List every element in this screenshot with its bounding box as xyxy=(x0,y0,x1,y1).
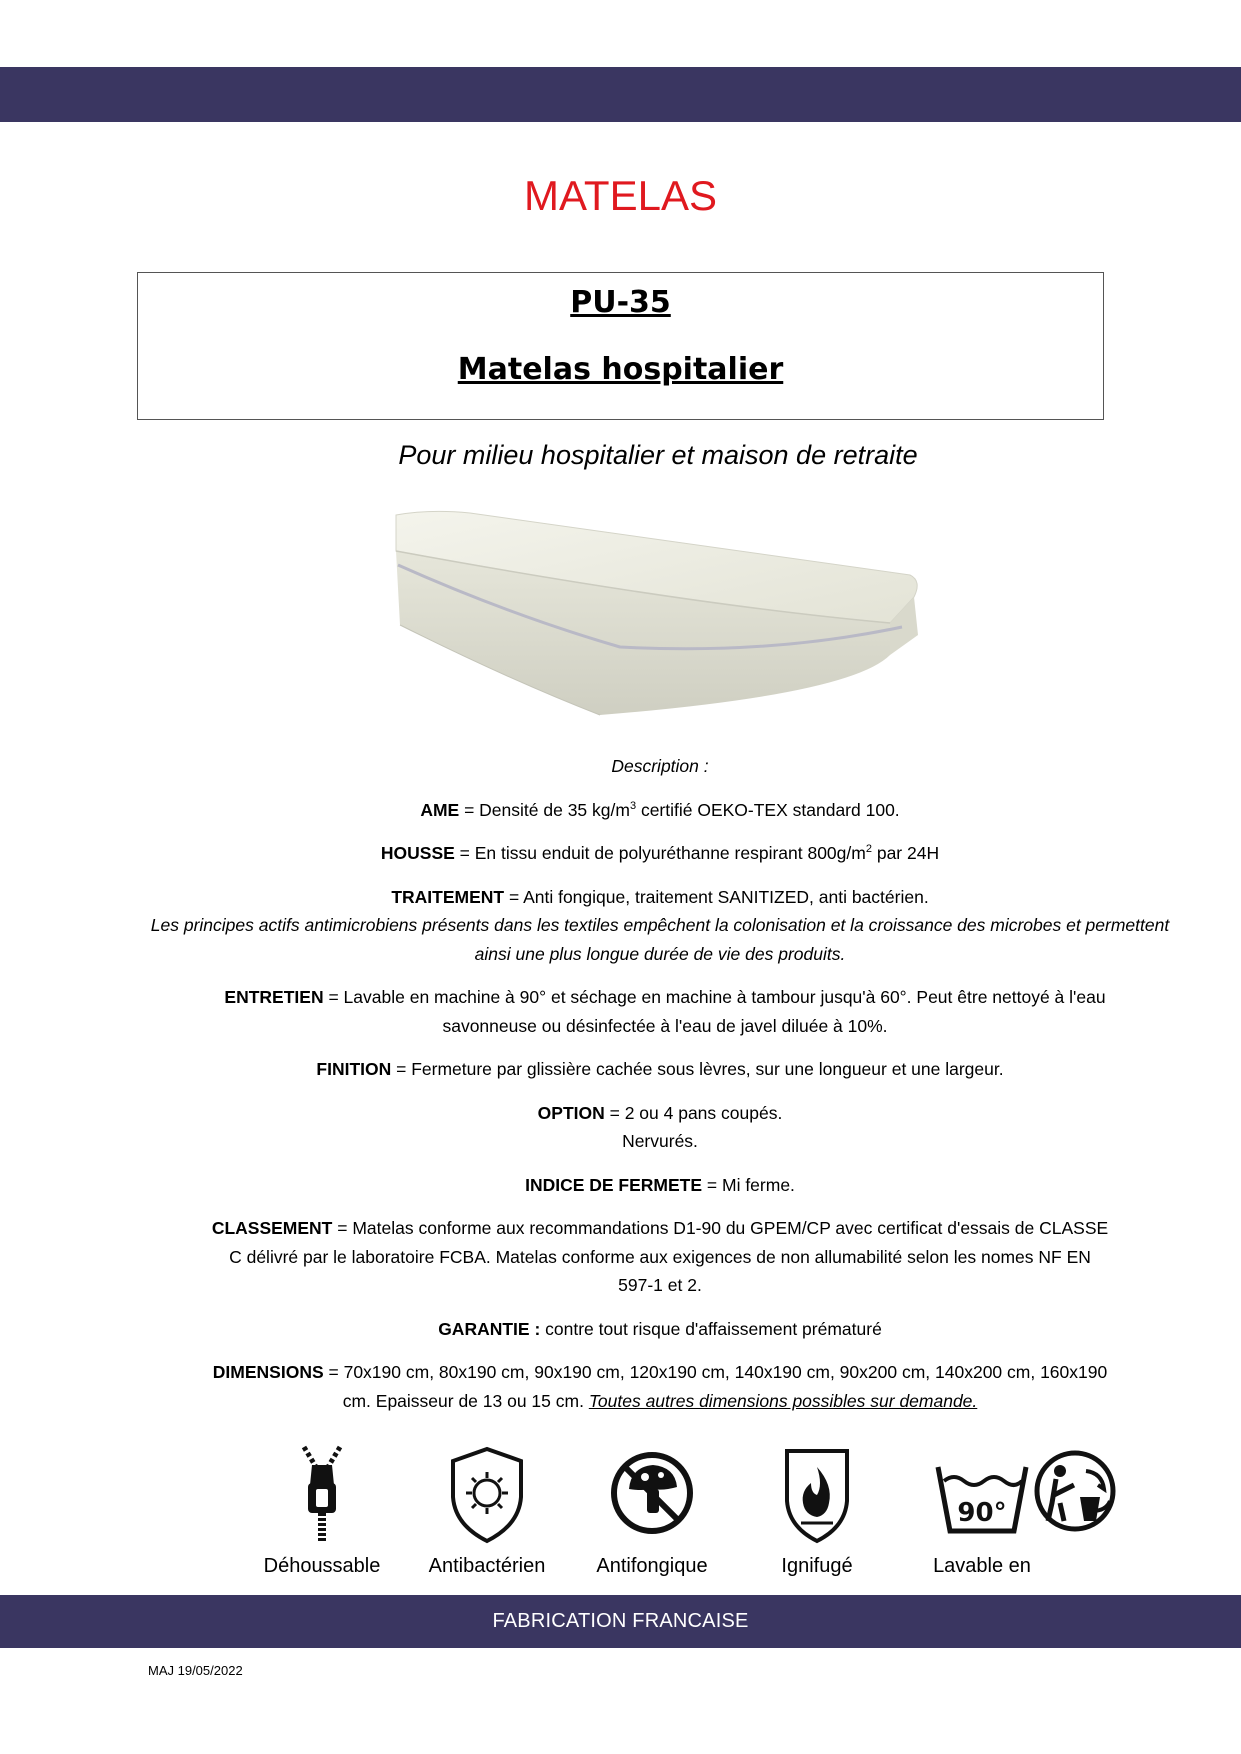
feature-antifongique xyxy=(567,1445,737,1585)
entretien-line xyxy=(140,983,1180,1040)
traitement-line xyxy=(140,883,1180,912)
update-date: MAJ 19/05/2022 xyxy=(148,1663,243,1678)
housse-line xyxy=(140,839,1180,868)
ame-label: AME xyxy=(420,799,460,820)
finition-text: = Fermeture par glissière cachée sous lèvres, sur une longueur et une largeur. xyxy=(391,1059,1004,1079)
footer-band xyxy=(0,1595,1241,1648)
feature-label: Lavable en xyxy=(933,1555,1031,1577)
dimensions-line xyxy=(140,1358,1180,1415)
garantie-line xyxy=(140,1315,1180,1344)
feature-label: Déhoussable xyxy=(263,1555,381,1577)
ame-text-b: certifié OEKO-TEX standard 100. xyxy=(636,799,900,820)
product-subtitle: Pour milieu hospitalier et maison de retraite xyxy=(398,440,918,470)
traitement-label: TRAITEMENT xyxy=(391,886,505,907)
product-title-box xyxy=(137,272,1104,420)
housse-text-a: = En tissu enduit de polyuréthanne respirant 800g/m xyxy=(454,843,866,863)
finition-line xyxy=(140,1055,1180,1084)
feature-label: Antifongique xyxy=(596,1555,708,1577)
page-title: MATELAS xyxy=(524,172,717,219)
ame-line xyxy=(140,796,1180,825)
mattress-image xyxy=(390,505,930,725)
option-line-2: Nervurés. xyxy=(622,1131,698,1151)
fermete-text: = Mi ferme. xyxy=(702,1174,795,1195)
ame-sup: 3 xyxy=(629,799,637,812)
traitement-text: = Anti fongique, traitement SANITIZED, anti bactérien. xyxy=(504,886,929,907)
dimensions-text: = 70x190 cm, 80x190 cm, 90x190 cm, 120x190 cm, 140x190 cm, 90x200 cm, 140x200 cm, 160x190 cm. Epaisseur de 13 ou 15 cm. xyxy=(323,1362,1108,1411)
fire-shield-icon xyxy=(777,1445,857,1545)
wash-temperature: 90° xyxy=(957,1498,1007,1528)
housse-text-b: par 24H xyxy=(871,843,940,863)
traitement-note: Les principes actifs antimicrobiens présents dans les textiles empêchent la colonisation et la croissance des microbes et permettent ainsi une plus longue durée de vie des produits. xyxy=(150,915,1170,964)
wash-90-icon xyxy=(932,1445,1032,1545)
entretien-text: = Lavable en machine à 90° et séchage en machine à tambour jusqu'à 60°. Peut être nettoyé à l'eau savonneuse ou désinfectée à l'eau de javel diluée à 10%. xyxy=(323,987,1106,1036)
option-block xyxy=(140,1099,1180,1156)
option-label: OPTION xyxy=(537,1102,605,1123)
classement-label: CLASSEMENT xyxy=(211,1218,333,1238)
option-line xyxy=(140,1099,1180,1128)
footer-text: FABRICATION FRANCAISE xyxy=(492,1610,749,1632)
top-band xyxy=(0,67,1241,122)
recycle-bin-icon xyxy=(1030,1445,1120,1545)
description-heading: Description : xyxy=(611,756,709,776)
antibacterial-shield-icon xyxy=(447,1445,527,1545)
zipper-icon xyxy=(282,1445,362,1545)
feature-label: Ignifugé xyxy=(781,1555,853,1577)
garantie-text: contre tout risque d'affaissement prématuré xyxy=(540,1318,882,1339)
no-fungus-icon xyxy=(607,1445,697,1545)
feature-label: Antibactérien xyxy=(428,1555,546,1577)
traitement-block xyxy=(140,883,1180,969)
ame-text-a: = Densité de 35 kg/m xyxy=(459,799,630,820)
option-text: = 2 ou 4 pans coupés. xyxy=(604,1102,783,1123)
description-section xyxy=(140,752,1180,1430)
feature-recyclable xyxy=(1030,1445,1120,1585)
garantie-label: GARANTIE : xyxy=(438,1318,541,1339)
entretien-label: ENTRETIEN xyxy=(224,987,324,1007)
feature-ignifuge xyxy=(732,1445,902,1585)
product-code: PU-35 xyxy=(570,285,671,320)
finition-label: FINITION xyxy=(316,1059,392,1079)
feature-dehoussable xyxy=(237,1445,407,1585)
housse-label: HOUSSE xyxy=(380,843,455,863)
fermete-label: INDICE DE FERMETE xyxy=(525,1174,703,1195)
product-name: Matelas hospitalier xyxy=(457,352,784,387)
dimensions-label: DIMENSIONS xyxy=(212,1362,324,1382)
dimensions-note: Toutes autres dimensions possibles sur demande. xyxy=(588,1390,978,1411)
feature-icons xyxy=(0,1445,1241,1585)
housse-sup: 2 xyxy=(865,843,872,856)
fermete-line xyxy=(140,1171,1180,1200)
classement-line xyxy=(140,1214,1180,1300)
feature-antibacterien xyxy=(402,1445,572,1585)
classement-text: = Matelas conforme aux recommandations D1-90 du GPEM/CP avec certificat d'essais de CLASSE C délivré par le laboratoire FCBA. Matelas conforme aux exigences de non allumabilité selon les nomes NF EN 597-1 et 2. xyxy=(229,1218,1109,1295)
